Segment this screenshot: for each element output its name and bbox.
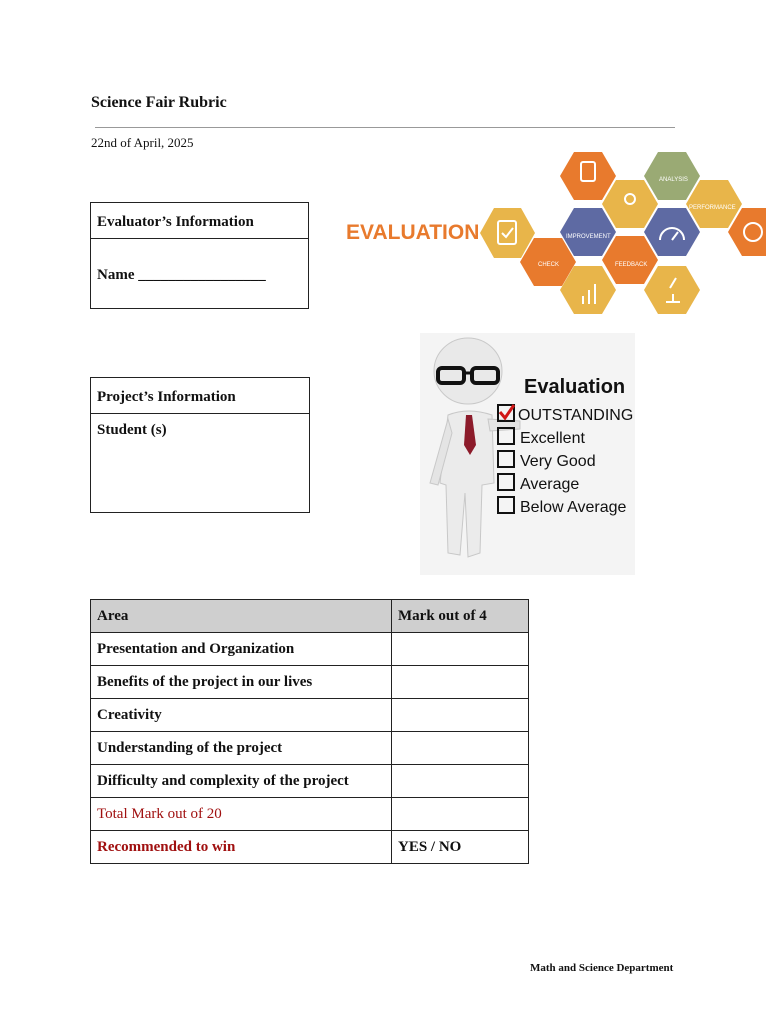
hex-performance	[686, 180, 742, 228]
hex-label-performance: PERFORMANCE	[689, 205, 736, 211]
checklist-option-average: Average	[520, 476, 580, 493]
evaluator-info-header: Evaluator’s Information	[91, 203, 308, 239]
hex-feedback	[602, 236, 658, 284]
checklist-option-outstanding: OUTSTANDING	[518, 407, 634, 424]
hex-label-feedback: FEEDBACK	[615, 262, 648, 268]
evaluator-info-box	[90, 202, 309, 309]
recommended-label: Recommended to win	[91, 831, 392, 864]
hex-improvement	[560, 208, 616, 256]
document-date: 22nd of April, 2025	[91, 135, 194, 150]
evaluator-name-field: Name _________________	[97, 267, 266, 283]
table-row	[91, 633, 529, 666]
hex-label-analysis: ANALYSIS	[659, 177, 688, 183]
department-footer: Math and Science Department	[530, 962, 674, 974]
mark-cell	[392, 666, 529, 699]
hex-gauge-icon	[644, 208, 700, 256]
students-field: Student (s)	[97, 422, 167, 438]
checklist-option-very-good: Very Good	[520, 453, 596, 470]
recommended-value: YES / NO	[392, 831, 529, 864]
checklist-option-below-average: Below Average	[520, 499, 627, 516]
table-row	[91, 699, 529, 732]
rubric-table	[90, 599, 529, 864]
mark-cell	[392, 699, 529, 732]
title-divider	[95, 127, 675, 128]
document-title: Science Fair Rubric	[91, 94, 227, 111]
recommendation-row	[91, 831, 529, 864]
evaluation-banner-graphic	[338, 148, 766, 323]
hexagon-cluster	[480, 152, 766, 314]
criterion-label: Creativity	[91, 699, 392, 732]
banner-title: EVALUATION	[346, 221, 480, 244]
criterion-label: Presentation and Organization	[91, 633, 392, 666]
column-header-area: Area	[91, 600, 392, 633]
mark-cell	[392, 732, 529, 765]
hex-microscope-icon	[644, 266, 700, 314]
criterion-label: Difficulty and complexity of the project	[91, 765, 392, 798]
table-row	[91, 765, 529, 798]
criterion-label: Understanding of the project	[91, 732, 392, 765]
hex-label-check: CHECK	[538, 262, 560, 268]
hex-analysis	[644, 152, 700, 200]
evaluation-checklist-figure	[420, 333, 635, 575]
total-row	[91, 798, 529, 831]
criterion-label: Benefits of the project in our lives	[91, 666, 392, 699]
hex-label-improvement: IMPROVEMENT	[566, 234, 611, 240]
table-row	[91, 732, 529, 765]
column-header-mark: Mark out of 4	[392, 600, 529, 633]
project-info-header: Project’s Information	[91, 378, 309, 414]
table-header-row	[91, 600, 529, 633]
total-mark-cell	[392, 798, 529, 831]
project-info-box	[90, 377, 310, 513]
table-row	[91, 666, 529, 699]
hex-report-icon	[560, 152, 616, 200]
mark-cell	[392, 633, 529, 666]
mark-cell	[392, 765, 529, 798]
figure-heading: Evaluation	[524, 376, 626, 398]
total-mark-label: Total Mark out of 20	[91, 798, 392, 831]
checklist-option-excellent: Excellent	[520, 430, 585, 447]
